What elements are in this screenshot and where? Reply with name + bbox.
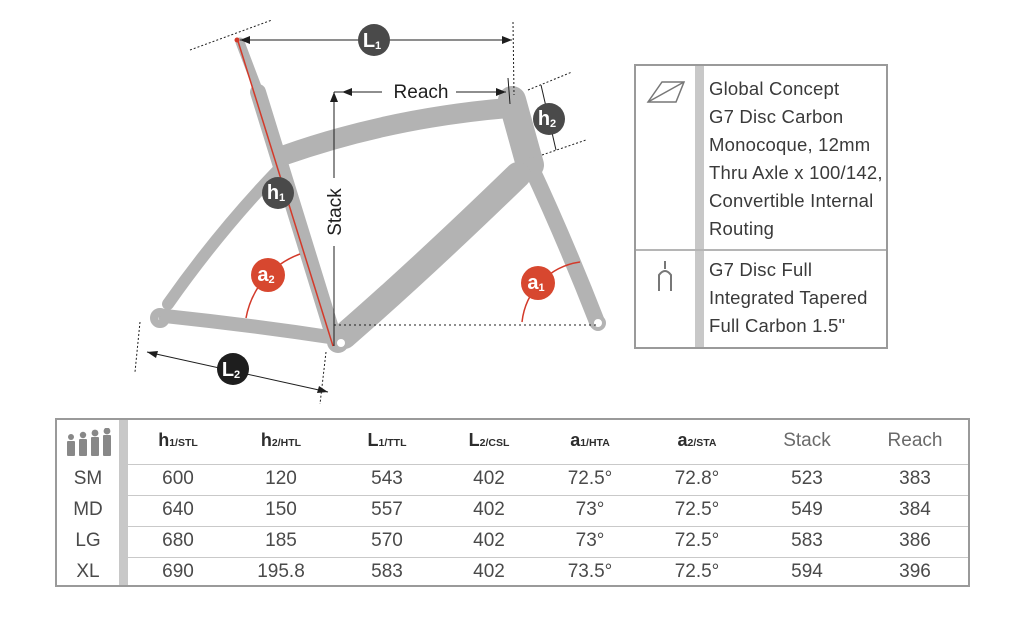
- column-header: Reach: [887, 430, 943, 451]
- svg-text:L2: L2: [221, 359, 241, 381]
- column-header: Stack: [783, 430, 831, 451]
- chain-stay: [165, 316, 336, 338]
- table-cell: 523: [791, 468, 823, 489]
- svg-text:a2: a2: [257, 264, 275, 286]
- spec-divider-bar: [695, 66, 704, 249]
- table-cell: 73°: [575, 530, 605, 551]
- column-header: L1/TTL: [367, 430, 407, 450]
- table-cell: 594: [791, 561, 823, 582]
- seat-tube-top-dot: [235, 38, 240, 43]
- row-separator: [128, 526, 968, 527]
- h1-bubble: [262, 177, 294, 209]
- frame-spec-text: Global Concept G7 Disc Carbon Monocoque, 12mm Thru Axle x 100/142, Convertible Internal Routing: [709, 78, 883, 239]
- spec-box: [634, 64, 888, 349]
- row-separator: [128, 464, 968, 465]
- table-cell: 73°: [575, 499, 605, 520]
- fork-spec-row: [636, 251, 886, 347]
- frame-spec-row: [636, 66, 886, 251]
- L1-arrow-right: [502, 36, 512, 44]
- L2-arrow-right: [317, 386, 328, 393]
- people-sizes-icon: [63, 428, 113, 458]
- svg-text:L1: L1: [362, 30, 382, 52]
- frame-geometry-diagram: [0, 0, 630, 410]
- table-cell: 72.5°: [674, 530, 720, 551]
- geometry-table: [55, 418, 970, 587]
- table-divider-bar: [119, 420, 128, 585]
- head-tube: [512, 100, 530, 165]
- column-header: h2/HTL: [260, 430, 302, 450]
- reach-arrow-left: [342, 88, 352, 96]
- a2-bubble: [251, 258, 285, 292]
- table-cell: 73.5°: [567, 561, 613, 582]
- size-label: LG: [75, 530, 101, 551]
- table-cell: 600: [162, 468, 194, 489]
- stack-arrow-top: [330, 92, 338, 102]
- table-cell: 402: [473, 530, 505, 551]
- svg-text:h1: h1: [266, 182, 286, 204]
- table-cell: 185: [265, 530, 297, 551]
- row-separator: [128, 557, 968, 558]
- table-cell: 120: [265, 468, 297, 489]
- fork-icon: [636, 251, 695, 301]
- spec-divider-bar: [695, 251, 704, 347]
- bicycle-frame: [154, 42, 604, 352]
- table-cell: 640: [162, 499, 194, 520]
- table-cell: 402: [473, 561, 505, 582]
- top-tube: [285, 108, 508, 155]
- table-cell: 386: [899, 530, 931, 551]
- front-dropout: [592, 317, 604, 329]
- table-cell: 72.5°: [567, 468, 613, 489]
- column-header: h1/STL: [158, 430, 198, 450]
- svg-text:h2: h2: [537, 108, 557, 130]
- frame-icon: [636, 66, 695, 116]
- stack-label: Stack: [325, 188, 346, 236]
- size-label: SM: [73, 468, 103, 489]
- h2-bubble: [533, 103, 565, 135]
- table-cell: 72.5°: [674, 499, 720, 520]
- svg-text:a1: a1: [527, 272, 545, 294]
- table-cell: 150: [265, 499, 297, 520]
- table-cell: 680: [162, 530, 194, 551]
- row-separator: [128, 495, 968, 496]
- L1-bubble: [358, 24, 390, 56]
- column-header: L2/CSL: [468, 430, 510, 450]
- table-cell: 384: [899, 499, 931, 520]
- table-cell: 402: [473, 499, 505, 520]
- table-cell: 402: [473, 468, 505, 489]
- table-cell: 72.8°: [674, 468, 720, 489]
- a1-bubble: [521, 266, 555, 300]
- seat-tube: [258, 92, 334, 338]
- column-header: a2/STA: [677, 430, 717, 450]
- table-cell: 570: [371, 530, 403, 551]
- down-tube: [344, 175, 518, 336]
- table-cell: 557: [371, 499, 403, 520]
- table-cell: 383: [899, 468, 931, 489]
- table-cell: 549: [791, 499, 823, 520]
- table-cell: 583: [371, 561, 403, 582]
- table-cell: 195.8: [257, 561, 305, 582]
- L2-bubble: [217, 353, 249, 385]
- table-cell: 543: [371, 468, 403, 489]
- bottom-bracket-hole: [337, 339, 345, 347]
- size-label: XL: [76, 561, 100, 582]
- column-header: a1/HTA: [570, 430, 610, 450]
- table-cell: 72.5°: [674, 561, 720, 582]
- table-cell: 396: [899, 561, 931, 582]
- L1-dimension: [190, 20, 514, 95]
- fork-spec-text: G7 Disc Full Integrated Tapered Full Carbon 1.5": [709, 259, 868, 336]
- L2-arrow-left: [147, 351, 158, 358]
- table-cell: 690: [162, 561, 194, 582]
- size-label: MD: [73, 499, 103, 520]
- reach-label: Reach: [393, 82, 449, 103]
- table-cell: 583: [791, 530, 823, 551]
